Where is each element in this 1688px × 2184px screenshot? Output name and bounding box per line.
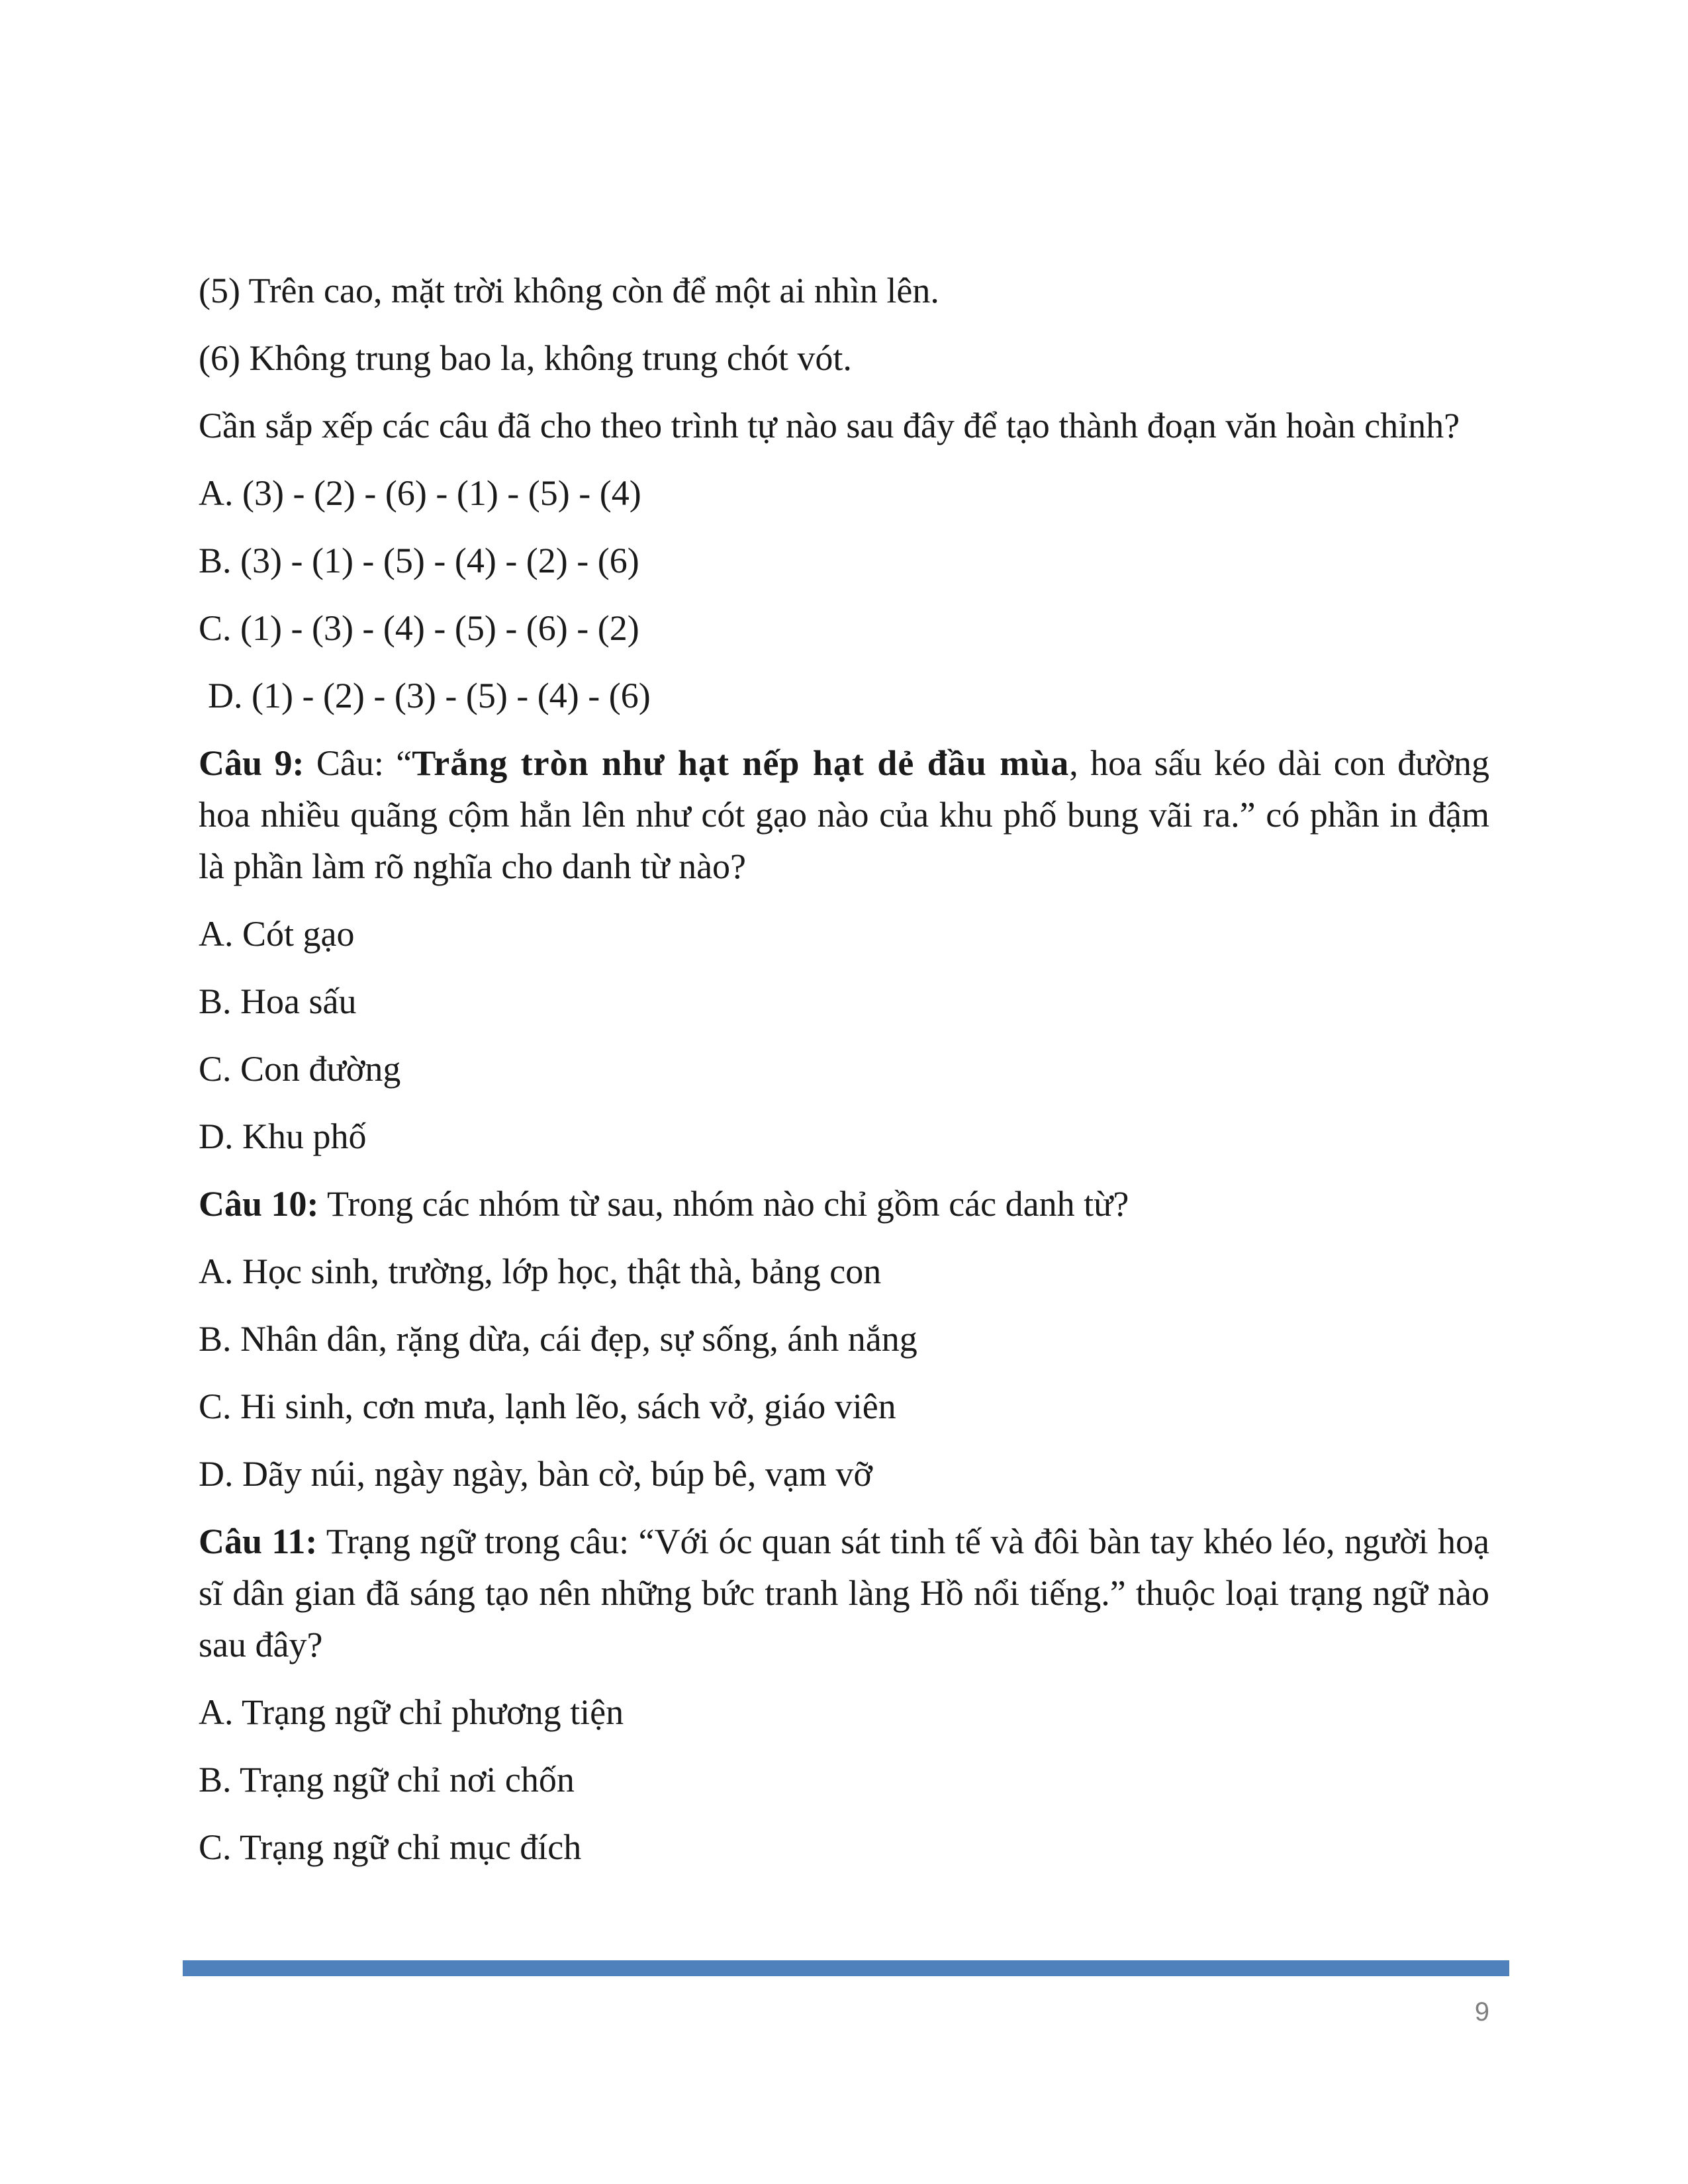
question-9-option-d: D. Khu phố <box>199 1116 367 1156</box>
question-10-option-b: B. Nhân dân, rặng dừa, cái đẹp, sự sống, ánh nắng <box>199 1319 917 1359</box>
question-11-option-a: A. Trạng ngữ chỉ phương tiện <box>199 1692 624 1732</box>
question-11-option-c: C. Trạng ngữ chỉ mục đích <box>199 1827 582 1867</box>
question-8-option-a: A. (3) - (2) - (6) - (1) - (5) - (4) <box>199 473 641 513</box>
question-9-text-before: Câu: “ <box>304 743 412 783</box>
question-9-option-a: A. Cót gạo <box>199 914 355 954</box>
footer-divider-bar <box>183 1960 1509 1976</box>
question-10-text: Trong các nhóm từ sau, nhóm nào chỉ gồm các danh từ? <box>318 1184 1129 1224</box>
question-10-option-c: C. Hi sinh, cơn mưa, lạnh lẽo, sách vở, giáo viên <box>199 1387 896 1426</box>
question-9-text-after: , hoa sấu kéo dài con đường hoa nhiều quãng cộm hẳn lên như cót gạo nào của khu phố bung vãi ra.” có phần in đậm là phần làm rõ nghĩa cho danh từ nào? <box>199 743 1489 886</box>
question-9 <box>199 737 1489 892</box>
question-10-option-a: A. Học sinh, trường, lớp học, thật thà, bảng con <box>199 1251 882 1291</box>
question-11-text: Trạng ngữ trong câu: “Với óc quan sát tinh tế và đôi bàn tay khéo léo, người hoạ sĩ dân gian đã sáng tạo nên những bức tranh làng Hồ nổi tiếng.” thuộc loại trạng ngữ nào sau đây? <box>199 1522 1489 1664</box>
page-number: 9 <box>1474 1997 1489 2026</box>
question-11-label: Câu 11: <box>199 1522 318 1561</box>
question-8-option-c: C. (1) - (3) - (4) - (5) - (6) - (2) <box>199 608 639 648</box>
page-content <box>199 265 1489 1889</box>
question-10 <box>199 1178 1489 1230</box>
sentence-6: (6) Không trung bao la, không trung chót vót. <box>199 338 852 378</box>
question-9-option-c: C. Con đường <box>199 1049 401 1089</box>
question-11 <box>199 1516 1489 1670</box>
question-9-label: Câu 9: <box>199 743 305 783</box>
sentence-5: (5) Trên cao, mặt trời không còn để một ai nhìn lên. <box>199 271 939 310</box>
question-9-option-b: B. Hoa sấu <box>199 981 357 1021</box>
question-9-bold-phrase: Trắng tròn như hạt nếp hạt dẻ đầu mùa <box>412 743 1070 783</box>
question-10-label: Câu 10: <box>199 1184 319 1224</box>
question-8-prompt: Cần sắp xếp các câu đã cho theo trình tự nào sau đây để tạo thành đoạn văn hoàn chỉnh? <box>199 406 1460 445</box>
question-10-option-d: D. Dãy núi, ngày ngày, bàn cờ, búp bê, vạm vỡ <box>199 1454 872 1494</box>
question-11-option-b: B. Trạng ngữ chỉ nơi chốn <box>199 1760 575 1799</box>
question-8-option-d: D. (1) - (2) - (3) - (5) - (4) - (6) <box>208 676 651 715</box>
question-8-option-b: B. (3) - (1) - (5) - (4) - (2) - (6) <box>199 541 639 580</box>
